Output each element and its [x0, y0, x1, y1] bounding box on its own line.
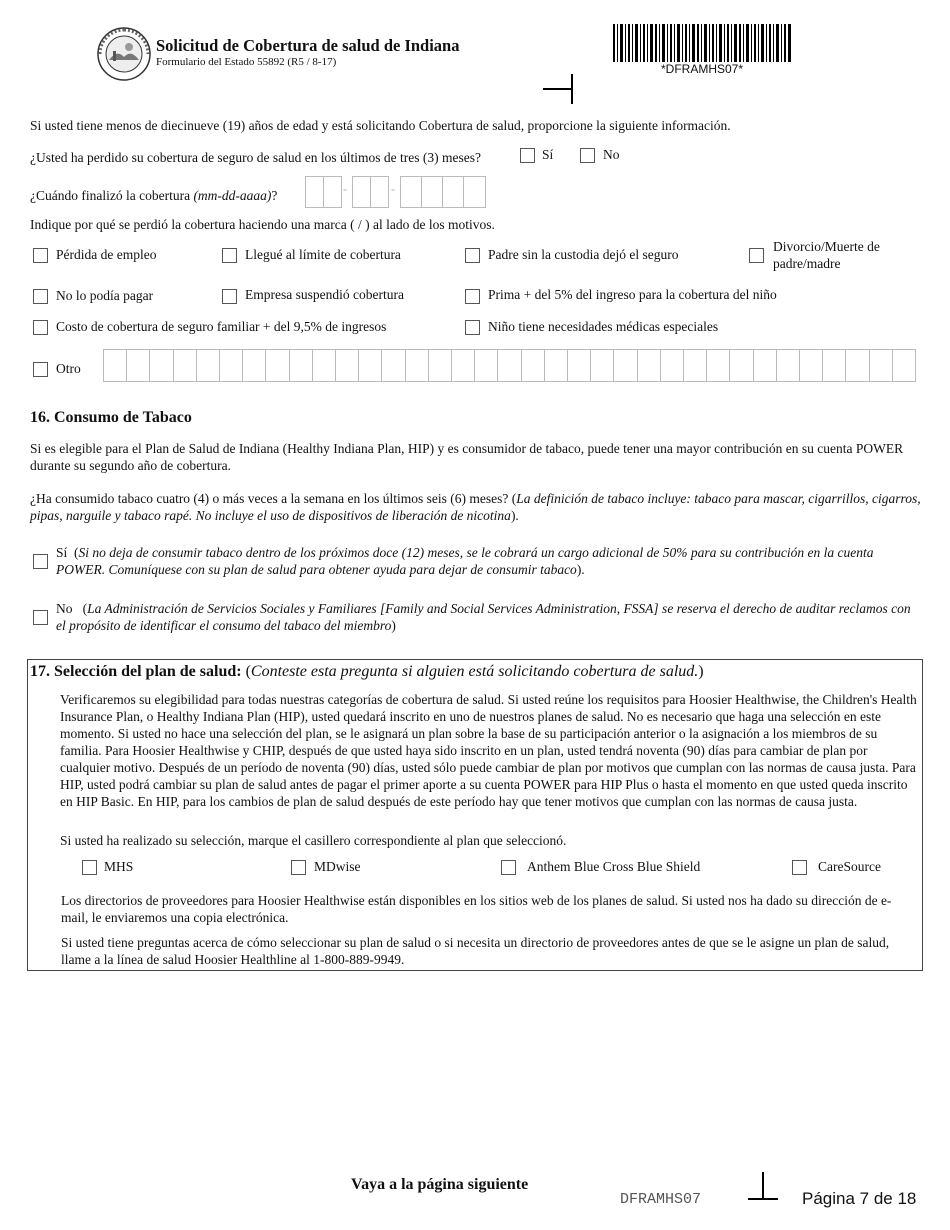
- reason-job-loss-label: Pérdida de empleo: [56, 247, 157, 262]
- other-char-cell[interactable]: [521, 349, 545, 382]
- plan-heading-note: Conteste esta pregunta si alguien está solicitando cobertura de salud.: [250, 663, 699, 680]
- plan-directories: Los directorios de proveedores para Hoosier Healthwise están disponibles en los sitios web de los planes de salud. Si usted nos ha dado su dirección de e-mail, le enviaremos una copia electrónica.: [61, 893, 892, 925]
- tobacco-intro: Si es elegible para el Plan de Salud de Indiana (Healthy Indiana Plan, HIP) y es consumidor de tabaco, puede tener una mayor contribución en su cuenta POWER durante su segundo año de cobertura.: [30, 441, 904, 473]
- plan-heading-text: 17. Selección del plan de salud:: [30, 663, 242, 680]
- other-char-cell[interactable]: [869, 349, 893, 382]
- reason-noncustodial-checkbox[interactable]: [465, 248, 480, 263]
- coverage-end-question-text: ¿Cuándo finalizó la cobertura: [30, 188, 194, 203]
- tobacco-yes-option: Sí (Si no deja de consumir tabaco dentro de los próximos doce (12) meses, se le cobrará un cargo adicional de 50% para su contribución en la cuenta POWER. Comuníquese con su plan de salud para obtener ayuda para dejar de consumir tabaco).: [56, 545, 874, 577]
- other-char-cell[interactable]: [173, 349, 197, 382]
- footer-registration-mark-vertical: [762, 1172, 764, 1200]
- state-seal: [97, 27, 151, 81]
- plan-option-mhs-checkbox[interactable]: [82, 860, 97, 875]
- barcode: [613, 24, 791, 62]
- date-separator: -: [343, 182, 347, 196]
- barcode-text: *DFRAMHS07*: [660, 62, 744, 76]
- reason-premium-label: Prima + del 5% del ingreso para la cobertura del niño: [488, 287, 777, 302]
- coverage-lost-question: ¿Usted ha perdido su cobertura de seguro de salud en los últimos de tres (3) meses?: [30, 150, 481, 165]
- coverage-lost-no-label: No: [603, 147, 620, 162]
- date-separator: -: [391, 182, 395, 196]
- reason-other-label: Otro: [56, 361, 81, 376]
- other-char-cell[interactable]: [613, 349, 637, 382]
- plan-option-anthem-label: Anthem Blue Cross Blue Shield: [527, 859, 701, 874]
- plan-heading: 17. Selección del plan de salud: (Conteste esta pregunta si alguien está solicitando cobertura de salud.): [30, 663, 704, 680]
- other-char-cell[interactable]: [799, 349, 823, 382]
- other-char-cell[interactable]: [683, 349, 707, 382]
- tobacco-question: [30, 490, 925, 524]
- plan-option-mdwise-label: MDwise: [314, 859, 361, 874]
- plan-help: Si usted tiene preguntas acerca de cómo seleccionar su plan de salud o si necesita un directorio de proveedores antes de que se le asigne un plan de salud, llame a la línea de salud Hoosier Healthline al 1-800-889-9949.: [61, 935, 890, 967]
- reason-special-needs-label: Niño tiene necesidades médicas especiales: [488, 319, 719, 334]
- plan-option-caresource-label: CareSource: [818, 859, 881, 874]
- tobacco-question-text: ¿Ha consumido tabaco cuatro (4) o más veces a la semana en los últimos seis (6) meses? (: [30, 491, 517, 506]
- other-char-cell[interactable]: [590, 349, 614, 382]
- reason-limit-checkbox[interactable]: [222, 248, 237, 263]
- other-char-cell[interactable]: [822, 349, 846, 382]
- other-char-cell[interactable]: [729, 349, 753, 382]
- coverage-end-question: [30, 188, 277, 204]
- coverage-end-q-suffix: ?: [271, 188, 278, 203]
- other-char-cell[interactable]: [637, 349, 661, 382]
- plan-option-mhs-label: MHS: [104, 859, 134, 874]
- other-char-cell[interactable]: [219, 349, 243, 382]
- other-char-cell[interactable]: [149, 349, 173, 382]
- other-char-cell[interactable]: [103, 349, 127, 382]
- other-char-cell[interactable]: [567, 349, 591, 382]
- other-char-cell[interactable]: [405, 349, 429, 382]
- reason-afford-checkbox[interactable]: [33, 289, 48, 304]
- form-title: Solicitud de Cobertura de salud de Indiana: [156, 36, 460, 55]
- tobacco-heading: 16. Consumo de Tabaco: [30, 409, 192, 426]
- reason-employer-label: Empresa suspendió cobertura: [245, 287, 404, 302]
- tobacco-yes-checkbox[interactable]: [33, 554, 48, 569]
- other-char-cell[interactable]: [242, 349, 266, 382]
- other-char-cell[interactable]: [289, 349, 313, 382]
- other-char-cell[interactable]: [753, 349, 777, 382]
- date-year-1[interactable]: [400, 176, 422, 208]
- other-char-cell[interactable]: [776, 349, 800, 382]
- tobacco-yes-note: Si no deja de consumir tabaco dentro de los próximos doce (12) meses, se le cobrará un cargo adicional de 50% para su contribución en la cuenta POWER. Comuníquese con su plan de salud para obtener ayuda para dejar de consumir tabaco: [56, 545, 874, 577]
- reason-family-cost-checkbox[interactable]: [33, 320, 48, 335]
- reason-special-needs-checkbox[interactable]: [465, 320, 480, 335]
- reasons-prompt: Indique por qué se perdió la cobertura haciendo una marca ( / ) al lado de los motivos.: [30, 217, 495, 232]
- reason-employer-checkbox[interactable]: [222, 289, 237, 304]
- tobacco-question-definition: La definición de tabaco incluye: tabaco para mascar, cigarrillos, cigarros, pipas, narguile y tabaco rapé. No incluye el uso de dispositivos de liberación de nicotina: [30, 491, 921, 523]
- other-char-cell[interactable]: [335, 349, 359, 382]
- other-char-cell[interactable]: [660, 349, 684, 382]
- tobacco-no-label: No: [56, 601, 73, 616]
- other-char-cell[interactable]: [451, 349, 475, 382]
- date-month-2[interactable]: [323, 176, 342, 208]
- coverage-lost-yes-checkbox[interactable]: [520, 148, 535, 163]
- date-month-1[interactable]: [305, 176, 324, 208]
- reason-divorce-label: Divorcio/Muerte de padre/madre: [773, 239, 880, 271]
- other-char-cell[interactable]: [126, 349, 150, 382]
- other-char-cell[interactable]: [312, 349, 336, 382]
- other-char-cell[interactable]: [892, 349, 916, 382]
- reason-premium-checkbox[interactable]: [465, 289, 480, 304]
- plan-option-mdwise-checkbox[interactable]: [291, 860, 306, 875]
- other-char-cell[interactable]: [706, 349, 730, 382]
- reason-limit-label: Llegué al límite de cobertura: [245, 247, 401, 262]
- date-year-2[interactable]: [421, 176, 443, 208]
- page-number: Página 7 de 18: [802, 1189, 917, 1208]
- other-char-cell[interactable]: [544, 349, 568, 382]
- coverage-lost-yes-label: Sí: [542, 147, 554, 162]
- registration-mark-vertical: [571, 74, 573, 104]
- other-char-cell[interactable]: [428, 349, 452, 382]
- registration-mark: [543, 88, 573, 90]
- date-year-4[interactable]: [463, 176, 486, 208]
- tobacco-question-end: ).: [510, 508, 519, 523]
- other-char-cell[interactable]: [265, 349, 289, 382]
- reason-noncustodial-label: Padre sin la custodia dejó el seguro: [488, 247, 679, 262]
- form-subtitle: Formulario del Estado 55892 (R5 / 8-17): [156, 56, 337, 68]
- tobacco-no-note: La Administración de Servicios Sociales y Familiares [Family and Social Services Administration, FSSA] se reserva el derecho de auditar reclamos con el propósito de identificar el consumo del tabaco del miembro: [56, 601, 911, 633]
- date-year-3[interactable]: [442, 176, 464, 208]
- coverage-intro: Si usted tiene menos de diecinueve (19) años de edad y está solicitando Cobertura de salud, proporcione la siguiente información.: [30, 118, 731, 133]
- reason-other-input[interactable]: [103, 349, 915, 382]
- reason-afford-label: No lo podía pagar: [56, 288, 154, 303]
- reason-divorce-checkbox[interactable]: [749, 248, 764, 263]
- reason-family-cost-label: Costo de cobertura de seguro familiar + del 9,5% de ingresos: [56, 319, 387, 334]
- next-page-prompt: Vaya a la página siguiente: [351, 1176, 529, 1193]
- tobacco-yes-label: Sí: [56, 545, 68, 560]
- tobacco-no-checkbox[interactable]: [33, 610, 48, 625]
- other-char-cell[interactable]: [358, 349, 382, 382]
- other-char-cell[interactable]: [497, 349, 521, 382]
- coverage-end-format: (mm-dd-aaaa): [193, 188, 272, 203]
- coverage-end-date-field[interactable]: [305, 176, 487, 208]
- reason-other-checkbox[interactable]: [33, 362, 48, 377]
- reason-job-loss-checkbox[interactable]: [33, 248, 48, 263]
- form-code: DFRAMHS07: [620, 1191, 702, 1208]
- date-day-2[interactable]: [370, 176, 389, 208]
- tobacco-no-option: No (La Administración de Servicios Sociales y Familiares [Family and Social Services Administration, FSSA] se reserva el derecho de auditar reclamos con el propósito de identificar el consumo del tabaco del miembro): [56, 601, 911, 633]
- plan-option-anthem-checkbox[interactable]: [501, 860, 516, 875]
- other-char-cell[interactable]: [196, 349, 220, 382]
- plan-option-caresource-checkbox[interactable]: [792, 860, 807, 875]
- other-char-cell[interactable]: [474, 349, 498, 382]
- coverage-lost-no-checkbox[interactable]: [580, 148, 595, 163]
- other-char-cell[interactable]: [845, 349, 869, 382]
- other-char-cell[interactable]: [381, 349, 405, 382]
- date-day-1[interactable]: [352, 176, 371, 208]
- plan-body: Verificaremos su elegibilidad para todas nuestras categorías de cobertura de salud. Si usted reúne los requisitos para Hoosier Healthwise, the Children's Health Insurance Plan, o Healthy Indiana Plan (HIP), usted quedará inscrito en uno de nuestros planes de salud. No es necesario que haga una selección en este momento. Si usted no hace una selección del plan, se le asignará un plan sobre la base de su participación anterior o la asignación a los miembros de su familia. Para Hoosier Healthwise y CHIP, después de que usted haya sido inscrito en un plan, usted tendrá noventa (90) días para cambiar de plan por cualquier motivo. Después de un período de noventa (90) días, usted sólo puede cambiar de plan por motivos que cumplan con las normas de causa justa. Para HIP, usted podrá cambiar su plan de salud antes de pagar el primer aporte a su cuenta POWER para HIP Plus o hasta el momento en que usted queda inscrito en HIP Basic. En HIP, para los cambios de plan de salud después de este período hay que tener motivos que cumplan con las normas de causa justa.: [60, 692, 917, 809]
- plan-select-prompt: Si usted ha realizado su selección, marque el casillero correspondiente al plan que seleccionó.: [60, 833, 567, 848]
